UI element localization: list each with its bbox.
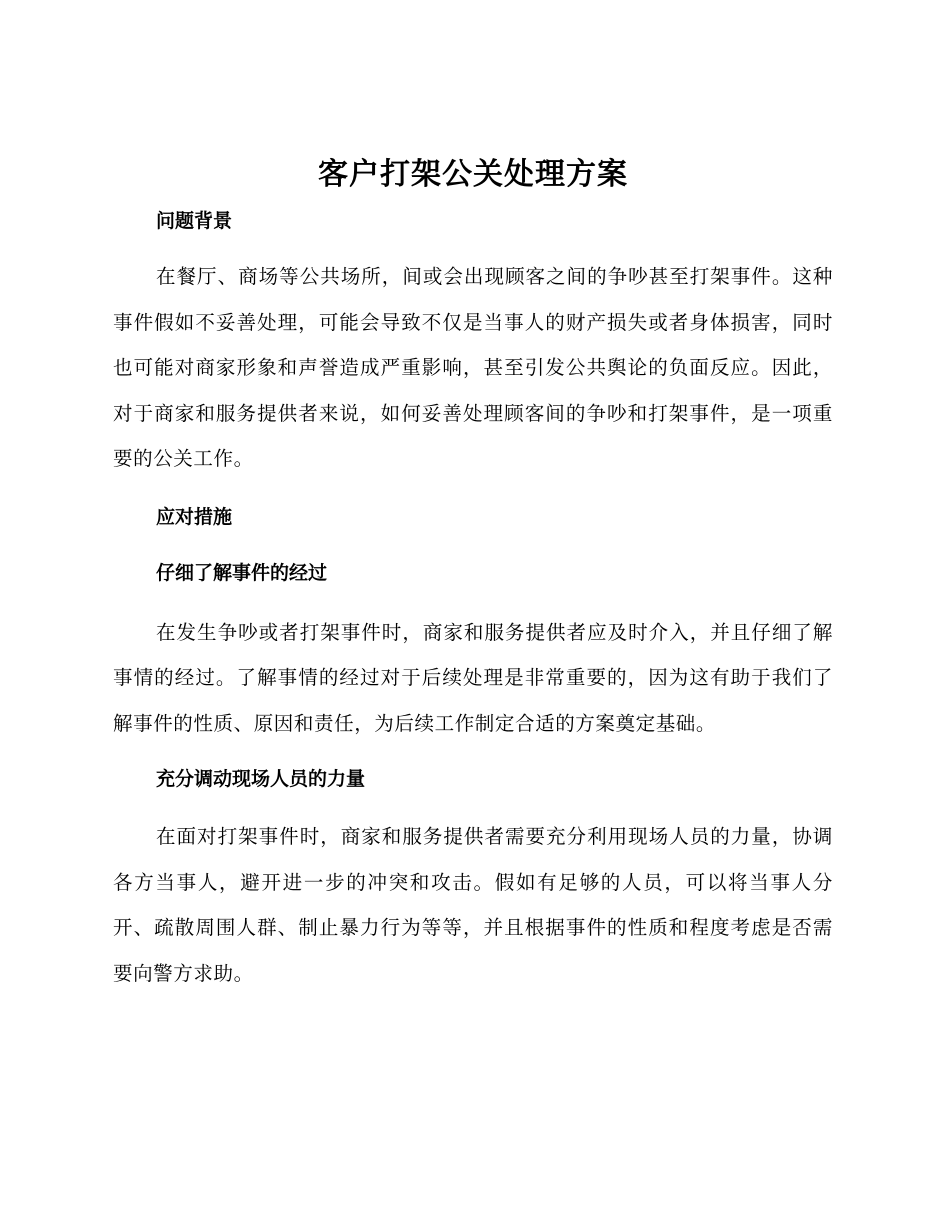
paragraph-background: 在餐厅、商场等公共场所，间或会出现顾客之间的争吵甚至打架事件。这种事件假如不妥善处理，可能会导致不仅是当事人的财产损失或者身体损害，同时也可能对商家形象和声誉造成严重影响，甚至引发公共舆论的负面反应。因此，对于商家和服务提供者来说，如何妥善处理顾客间的争吵和打架事件，是一项重要的公关工作。 <box>113 265 833 470</box>
section-heading-background: 问题背景 <box>156 210 233 232</box>
document-page <box>113 148 833 996</box>
paragraph-understand-incident: 在发生争吵或者打架事件时，商家和服务提供者应及时介入，并且仔细了解事情的经过。了解事情的经过对于后续处理是非常重要的，因为这有助于我们了解事件的性质、原因和责任，为后续工作制定合适的方案奠定基础。 <box>113 620 833 735</box>
section-heading-measures: 应对措施 <box>156 505 233 528</box>
section-heading-mobilize-staff: 充分调动现场人员的力量 <box>156 768 366 790</box>
paragraph-mobilize-staff: 在面对打架事件时，商家和服务提供者需要充分利用现场人员的力量，协调各方当事人，避开进一步的冲突和攻击。假如有足够的人员，可以将当事人分开、疏散周围人群、制止暴力行为等等，并且根据事件的性质和程度考虑是否需要向警方求助。 <box>113 825 833 985</box>
document-title: 客户打架公关处理方案 <box>318 157 628 192</box>
section-heading-understand-incident: 仔细了解事件的经过 <box>156 561 328 584</box>
